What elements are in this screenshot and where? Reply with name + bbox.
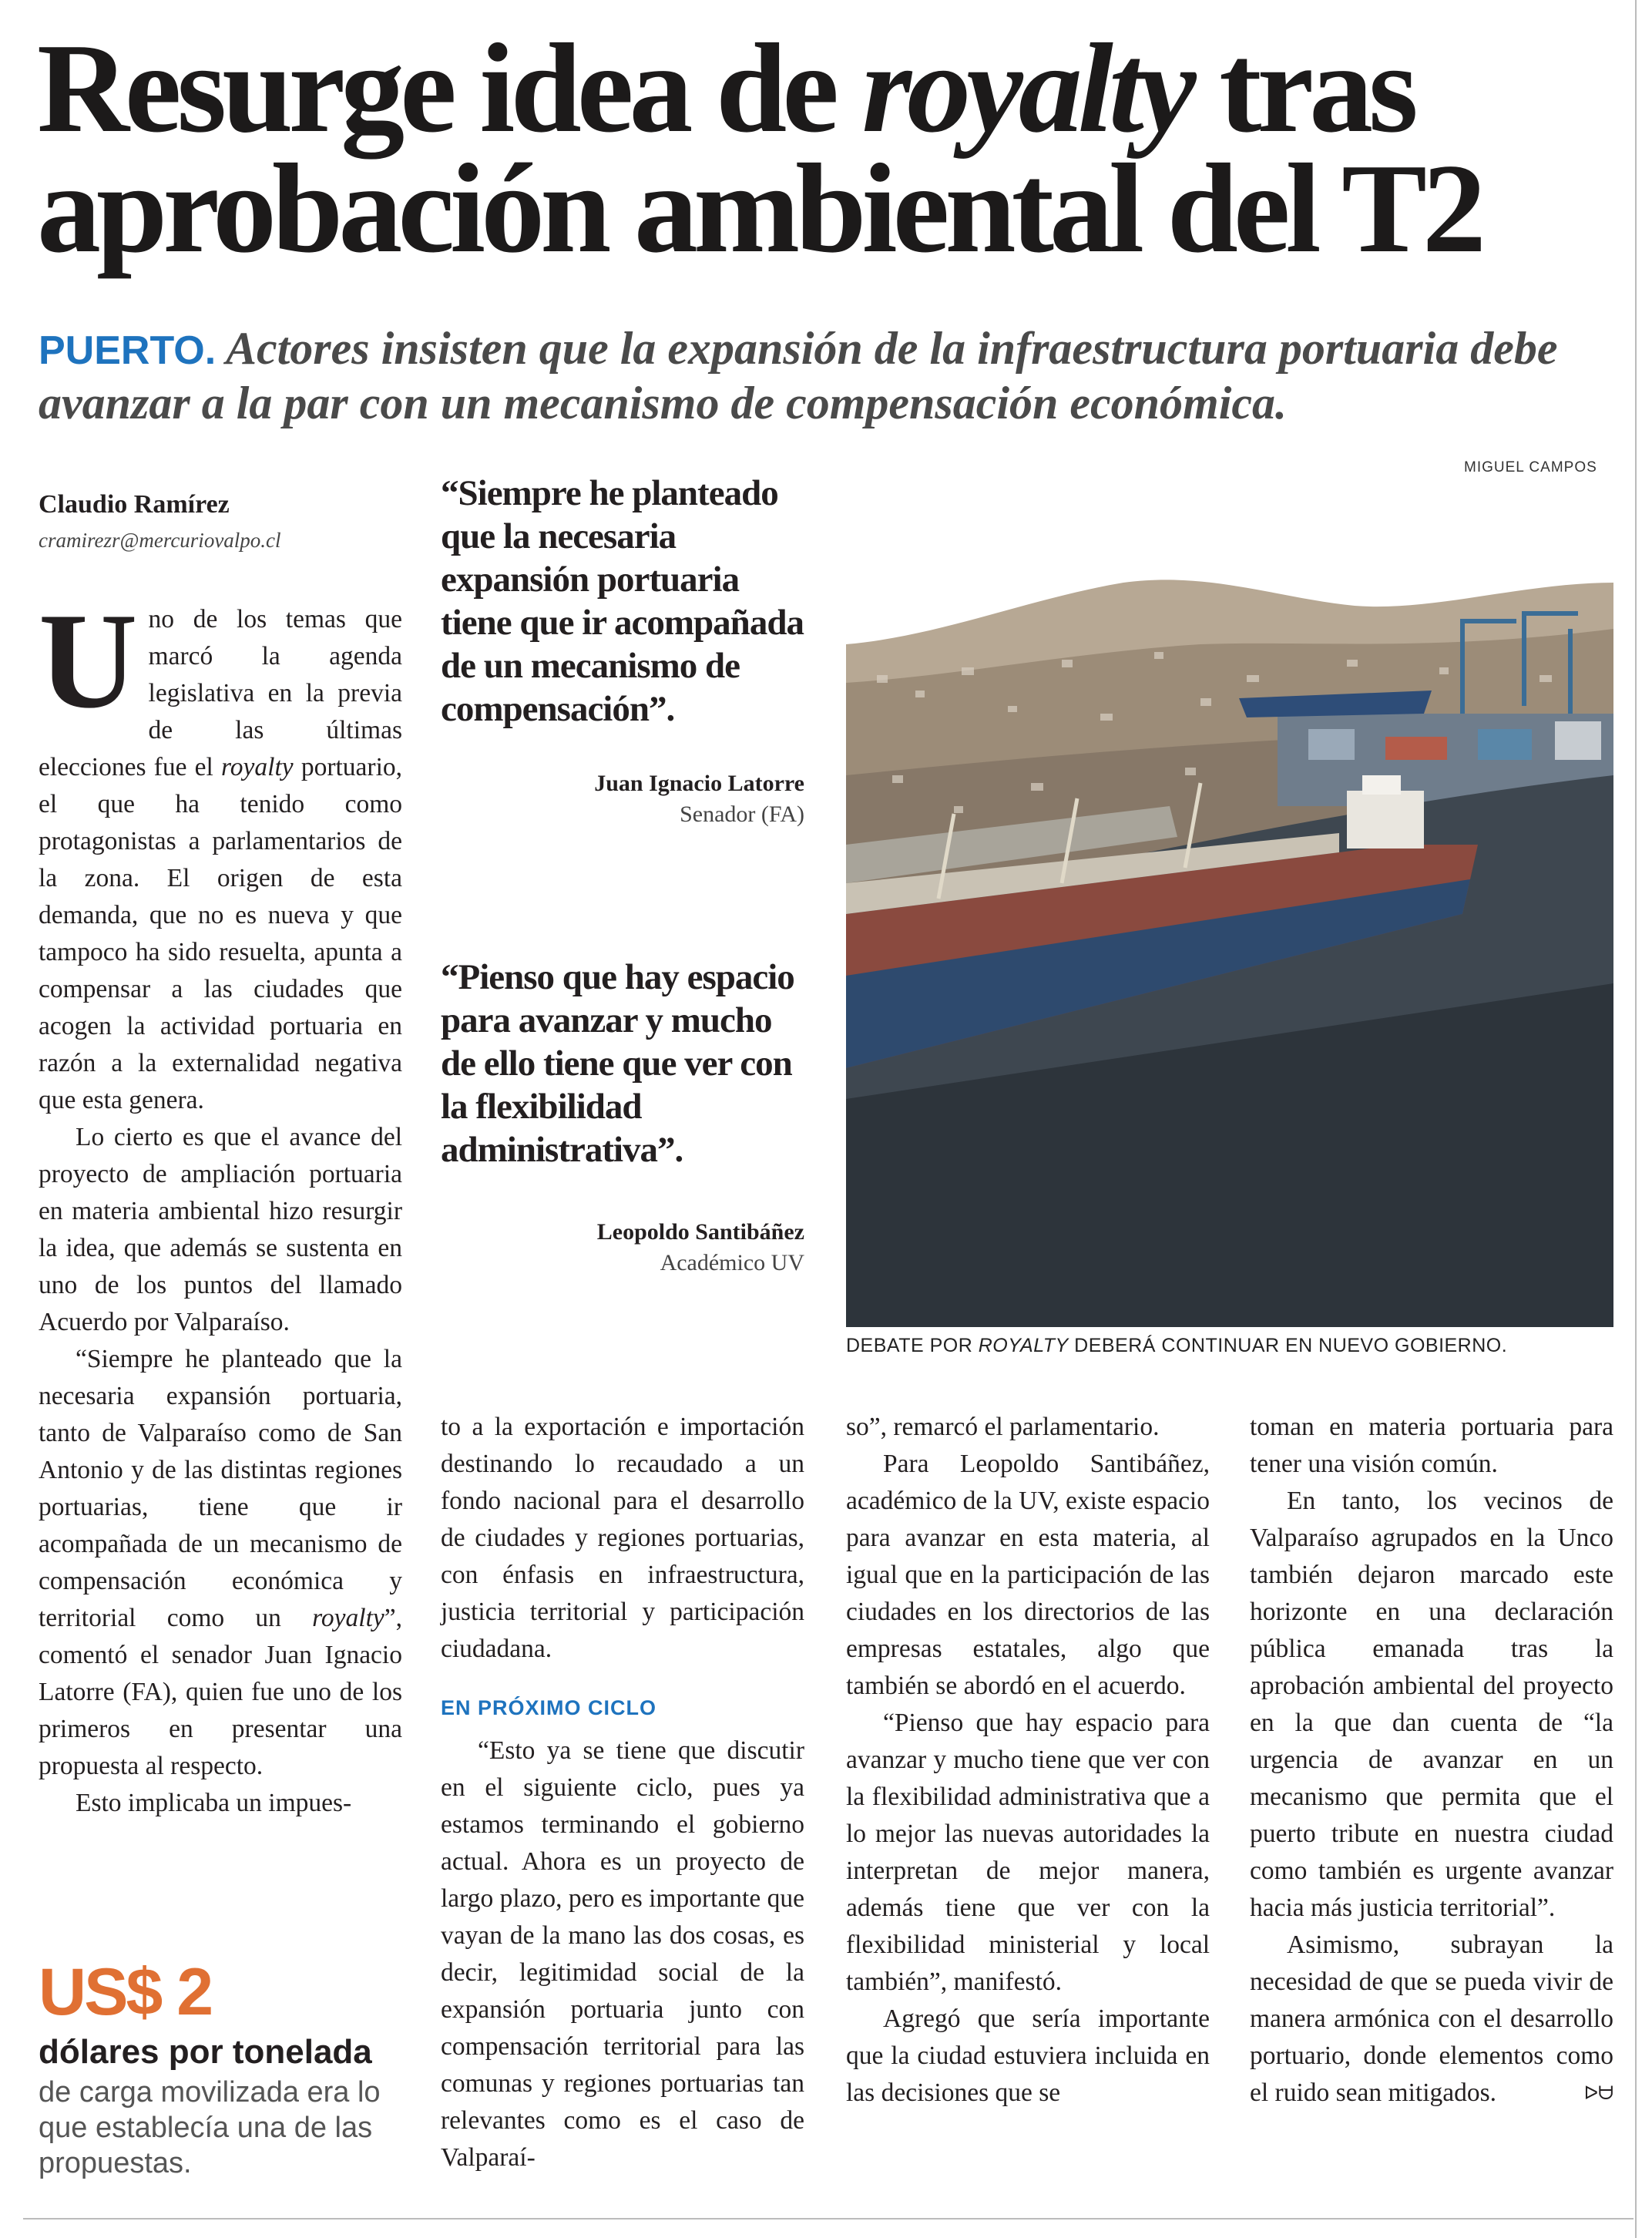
pull-quote-role: Académico UV <box>660 1250 804 1275</box>
port-photo-illustration <box>846 482 1613 1327</box>
rule-bottom <box>23 2218 1634 2220</box>
paragraph-3 <box>39 1341 402 1785</box>
body-column-4 <box>1250 1409 1613 2112</box>
caption-pre: DEBATE POR <box>846 1335 979 1356</box>
caption-post: DEBERÁ CONTINUAR EN NUEVO GOBIERNO. <box>1068 1335 1508 1356</box>
p1-text: no de los temas que marcó la agenda legislativa en la previa de las últimas elecciones fue el <box>39 605 402 781</box>
column4-continuation: toman en materia portuaria para tener una visión común. <box>1250 1413 1613 1478</box>
paragraph-4-start: Esto implicaba un impues- <box>76 1789 352 1817</box>
headline-italic: royalty <box>861 17 1192 159</box>
body-column-1 <box>39 584 403 1822</box>
deck <box>39 322 1610 429</box>
p1-italic: royalty <box>221 753 294 781</box>
body-column-3 <box>846 1409 1210 2112</box>
p10-text: Asimismo, subrayan la necesidad de que se pueda vivir de manera armónica con el desarrollo portuario, donde elementos como el ruido sean mitigados. <box>1250 1931 1613 2107</box>
pull-quote-name: Juan Ignacio Latorre <box>594 771 804 796</box>
pull-quote-role: Senador (FA) <box>680 801 804 827</box>
headline-part2: tras aprobación ambiental del T2 <box>37 17 1482 279</box>
p3-a: “Siempre he planteado que la necesaria expansión portuaria, tanto de Valparaíso como de San Antonio y de las distintas regiones portuarias, tiene que ir acompañada de un mecanismo de compensación económica y territorial como un <box>39 1345 402 1632</box>
column-rule-right <box>1635 0 1637 2238</box>
dropcap: U <box>39 584 138 737</box>
pull-quote-text: “Pienso que hay espacio para avanzar y mucho de ello tiene que ver con la flexibilidad administrativa”. <box>441 957 794 1170</box>
deck-kicker: PUERTO. <box>39 328 217 373</box>
section-subhead: EN PRÓXIMO CICLO <box>441 1696 657 1719</box>
paragraph-8: Agregó que sería importante que la ciudad estuviera incluida en las decisiones que se <box>846 2004 1210 2107</box>
author-name: Claudio Ramírez <box>39 490 230 519</box>
body-column-2 <box>441 1409 804 2176</box>
paragraph-6: Para Leopoldo Santibáñez, académico de la UV, existe espacio para avanzar en esta materia, al igual que en la participación de las ciudades en los directorios de las empresas estatales, algo que también se abordó en el acuerdo. <box>846 1450 1210 1700</box>
p3-b: ”, comentó el senador Juan Ignacio Latorre (FA), quien fue uno de los primeros en presentar una propuesta al respecto. <box>39 1604 402 1780</box>
column3-continuation: so”, remarcó el parlamentario. <box>846 1413 1160 1441</box>
photo-credit: MIGUEL CAMPOS <box>1464 459 1597 475</box>
photo-caption <box>846 1335 1507 1357</box>
pull-quote-santibanez <box>441 956 804 1276</box>
caption-italic: ROYALTY <box>978 1335 1069 1356</box>
stat-value: US$ 2 <box>39 1955 212 2029</box>
paragraph-10 <box>1250 1927 1613 2112</box>
deck-text: Actores insisten que la expansión de la infraestructura portuaria debe avanzar a la par con un mecanismo de compensación económica. <box>39 323 1558 428</box>
paragraph-7: “Pienso que hay espacio para avanzar y mucho tiene que ver con la flexibilidad administrativa que a lo mejor las nuevas autoridades la interpretan de mejor manera, además tiene que ver con la flexibilidad ministerial y local también”, manifestó. <box>846 1709 1210 1996</box>
paragraph-2: Lo cierto es que el avance del proyecto de ampliación portuaria en materia ambiental hizo resurgir la idea, que además se sustenta en uno de los puntos del llamado Acuerdo por Valparaíso. <box>39 1123 402 1336</box>
stat-description: de carga movilizada era lo que establecía una de las propuestas. <box>39 2076 381 2179</box>
headline-part1: Resurge idea de <box>37 17 862 159</box>
paragraph-9: En tanto, los vecinos de Valparaíso agrupados en la Unco también dejaron marcado este horizonte en una declaración pública emanada tras la aprobación ambiental del proyecto en la que dan cuenta de “la urgencia de avanzar en un mecanismo que permita que el puerto tribute en nuestra ciudad como también es urgente avanzar hacia más justicia territorial”. <box>1250 1487 1613 1922</box>
column2-continuation: to a la exportación e importación destinando lo recaudado a un fondo nacional para el desarrollo de ciudades y regiones portuarias, con énfasis en infraestructura, justicia territorial y participación ciudadana. <box>441 1413 804 1663</box>
pull-quote-name: Leopoldo Santibáñez <box>596 1219 804 1245</box>
stat-unit: dólares por tonelada <box>39 2033 372 2071</box>
paragraph-5: “Esto ya se tiene que discutir en el siguiente ciclo, pues ya estamos terminando el gobierno actual. Ahora es un proyecto de largo plazo, pero es importante que vayan de la mano las dos cosas, es decir, legitimidad social de la expansión portuaria junto con compensación territorial para las comunas y regiones portuarias tan relevantes como es el caso de Valparaí- <box>441 1736 804 2172</box>
end-mark-icon: ᐅᗨ <box>1583 2082 1613 2104</box>
stat-box <box>39 1957 408 2181</box>
pull-quote-latorre <box>441 472 804 828</box>
pull-quote-text: “Siempre he planteado que la necesaria expansión portuaria tiene que ir acompañada de un mecanismo de compensación”. <box>441 473 804 729</box>
p1-end: portuario, el que ha tenido como protagonistas a parlamentarios de la zona. El origen de esta demanda, que no es nueva y que tampoco ha sido resuelta, apunta a compensar a las ciudades que acogen la actividad portuaria en razón a la externalidad negativa que esta genera. <box>39 753 403 1114</box>
byline <box>39 490 408 553</box>
p3-italic: royalty <box>312 1604 384 1632</box>
headline <box>37 17 1609 279</box>
paragraph-1 <box>39 584 403 1119</box>
port-photo <box>846 482 1613 1327</box>
author-email[interactable]: cramirezr@mercuriovalpo.cl <box>39 529 281 552</box>
